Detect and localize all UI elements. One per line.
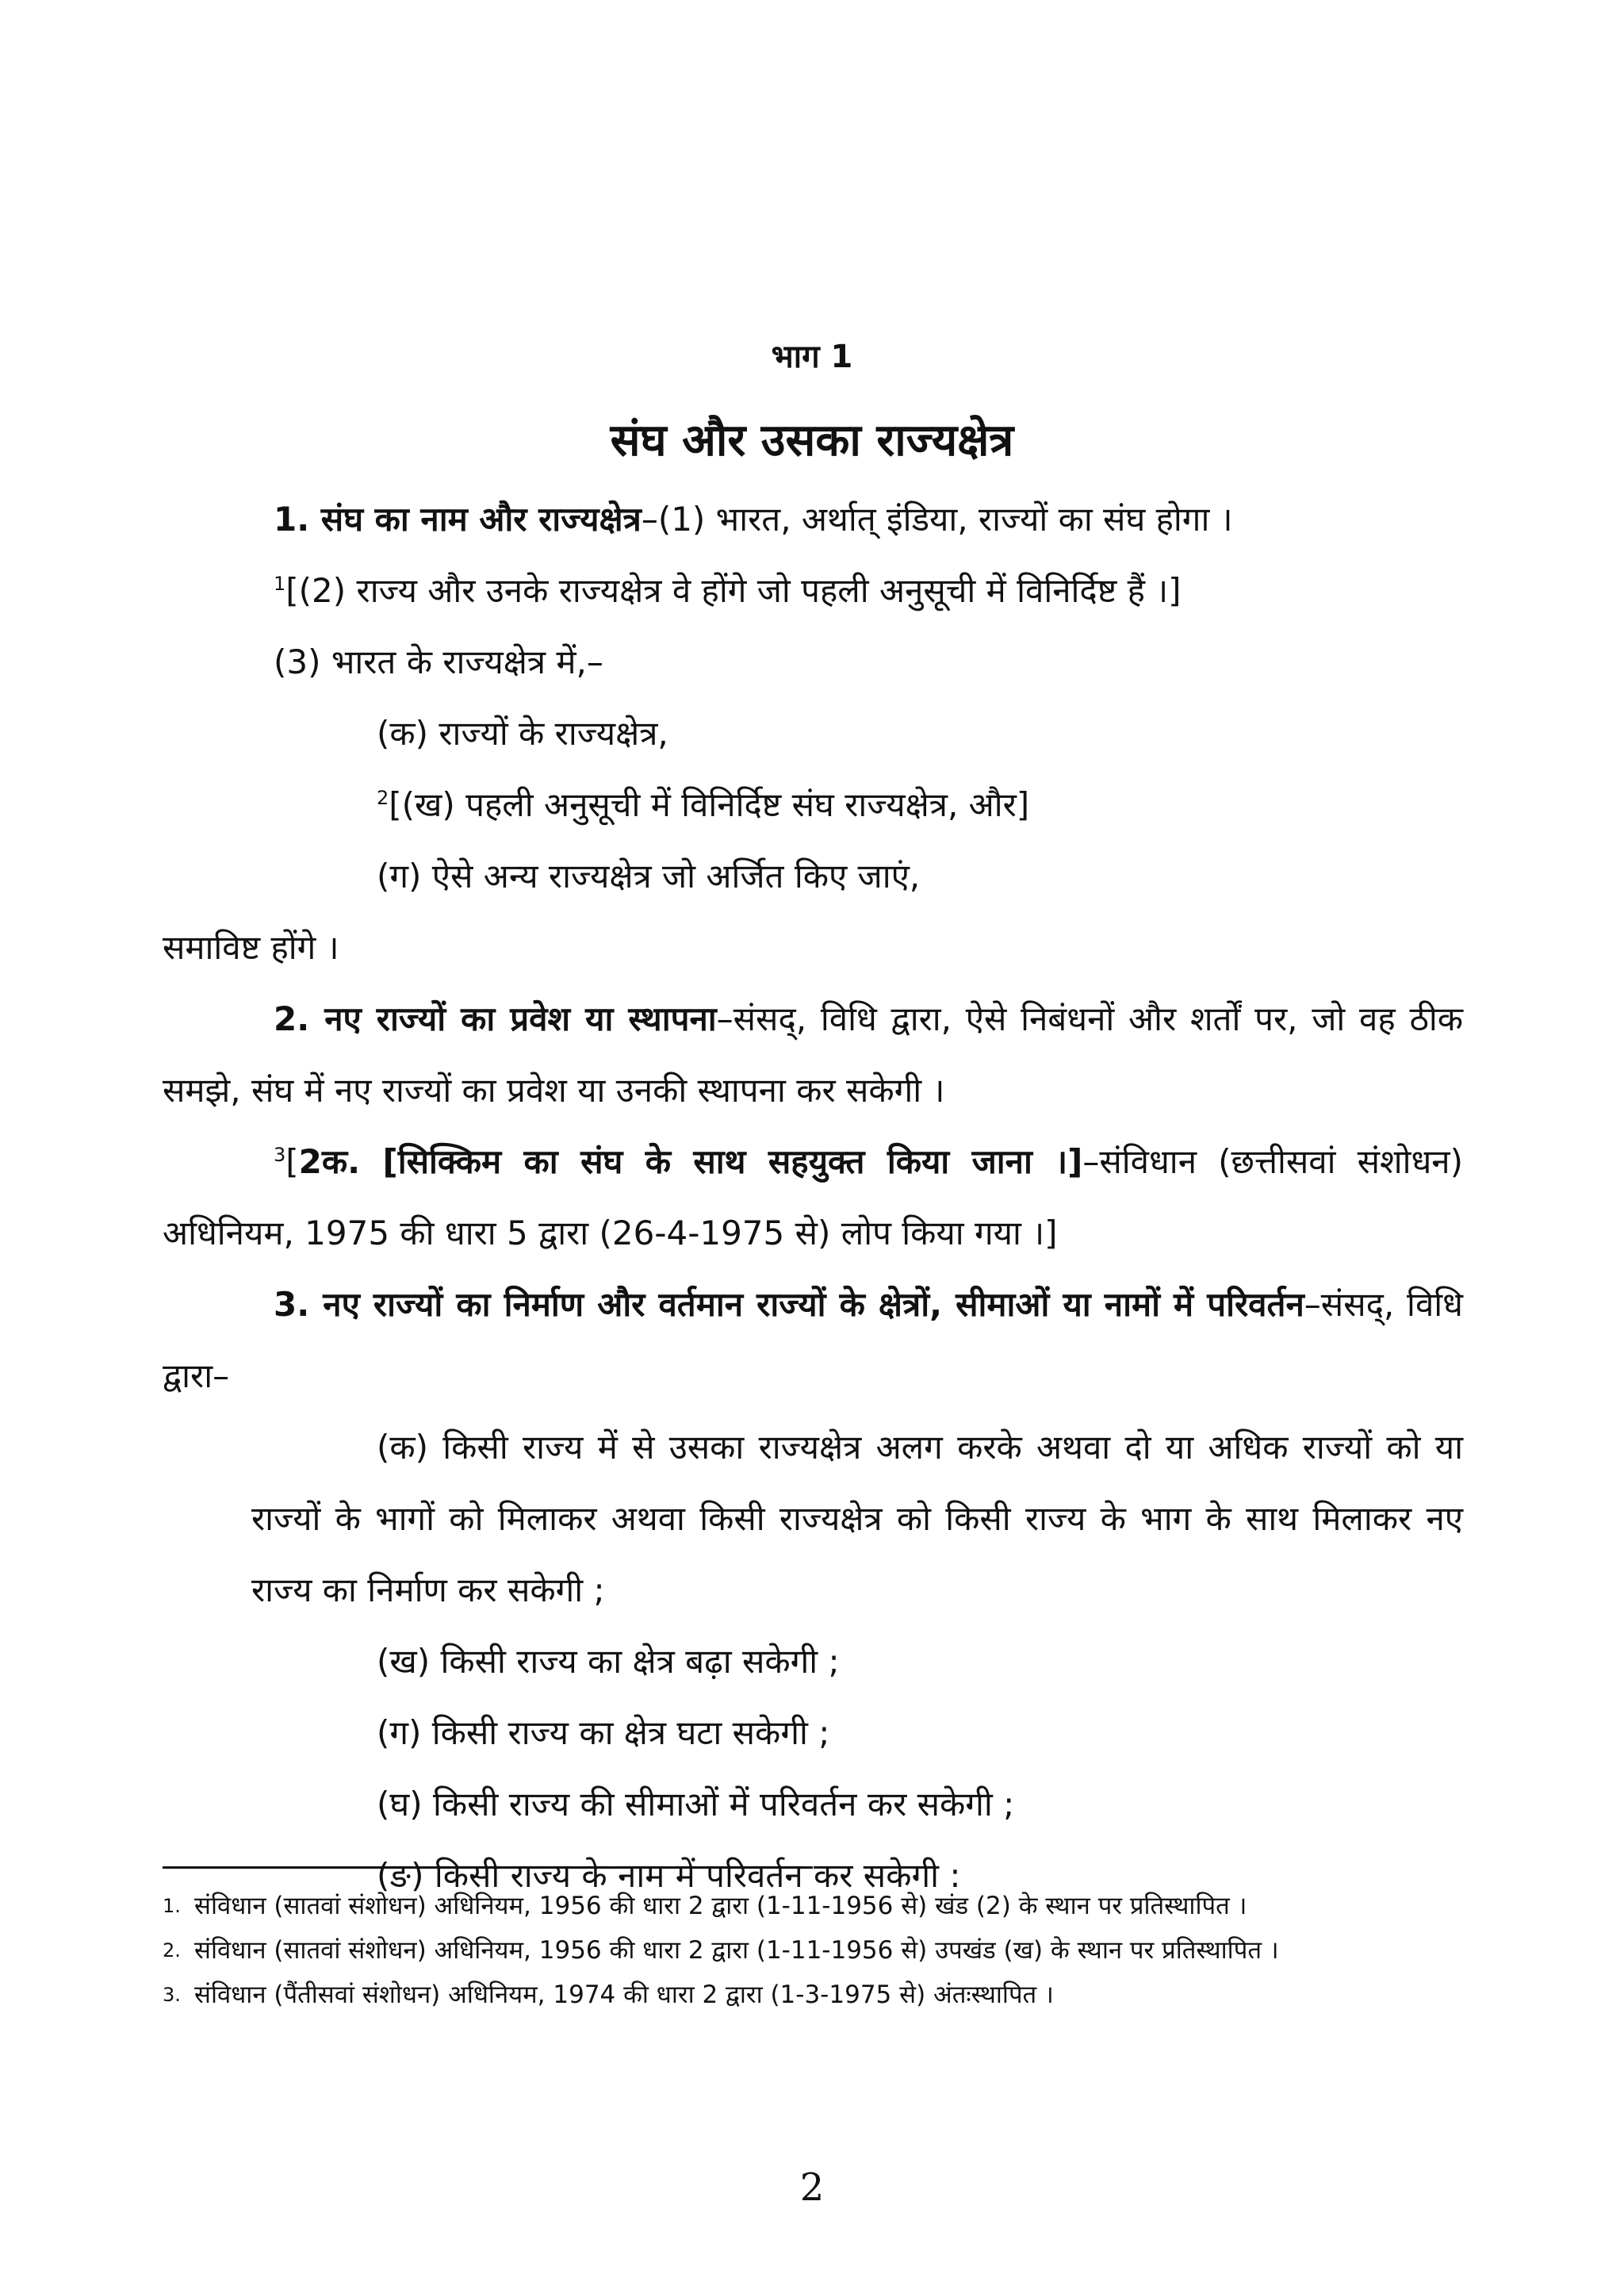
article-1-sub-b [163, 769, 1463, 841]
article-1-clause-3: (3) भारत के राज्यक्षेत्र में,– [274, 642, 603, 681]
footnote-number: 2. [163, 1939, 181, 1961]
footnote-text: संविधान (सातवां संशोधन) अधिनियम, 1956 की धारा 2 द्वारा (1-11-1956 से) खंड (2) के स्थान पर प्रतिस्थापित । [194, 1892, 1247, 1920]
part-title: संघ और उसका राज्यक्षेत्र [610, 415, 1014, 466]
footnote-number: 3. [163, 1984, 181, 2006]
document-body [163, 484, 1463, 1912]
footnote-divider [163, 1866, 813, 1869]
article-1-clause-2 [163, 555, 1463, 627]
article-3-sub-c: (ग) किसी राज्य का क्षेत्र घटा सकेगी ; [377, 1713, 830, 1752]
footnote-ref-3: 3 [274, 1144, 286, 1166]
article-3-intro: –संसद्, विधि द्वारा– [163, 1285, 1463, 1395]
article-1-sub-a: (क) राज्यों के राज्यक्षेत्र, [377, 714, 668, 753]
article-2a-open-bracket: [ [285, 1142, 299, 1181]
footnote-1 [163, 1884, 1463, 1928]
article-1-clause-2-text: [(2) राज्य और उनके राज्यक्षेत्र वे होंगे जो पहली अनुसूची में विनिर्दिष्ट हैं ।] [285, 571, 1182, 610]
footnote-2 [163, 1928, 1463, 1973]
article-3-sub-d: (घ) किसी राज्य की सीमाओं में परिवर्तन कर सकेगी ; [377, 1785, 1015, 1823]
article-3 [163, 1269, 1463, 1412]
article-2a [163, 1126, 1463, 1269]
footnote-ref-1: 1 [274, 573, 286, 595]
article-3-sub-e: (ङ) किसी राज्य के नाम में परिवर्तन कर सकेगी : [377, 1856, 961, 1895]
article-1-clause-1: –(1) भारत, अर्थात् इंडिया, राज्यों का संघ होगा । [641, 500, 1233, 539]
footnote-ref-2: 2 [377, 787, 389, 809]
footnote-text: संविधान (सातवां संशोधन) अधिनियम, 1956 की धारा 2 द्वारा (1-11-1956 से) उपखंड (ख) के स्थान पर प्रतिस्थापित । [194, 1936, 1279, 1965]
footnote-text: संविधान (पैंतीसवां संशोधन) अधिनियम, 1974 की धारा 2 द्वारा (1-3-1975 से) अंतःस्थापित । [194, 1981, 1054, 2009]
article-3-heading: 3. नए राज्यों का निर्माण और वर्तमान राज्यों के क्षेत्रों, सीमाओं या नामों में परिवर्तन [274, 1285, 1304, 1324]
footnote-3 [163, 1973, 1463, 2017]
article-3-sub-a: (क) किसी राज्य में से उसका राज्यक्षेत्र अलग करके अथवा दो या अधिक राज्यों को या राज्यों के भागों को मिलाकर अथवा किसी राज्यक्षेत्र को किसी राज्य के भाग के साथ मिलाकर नए राज्य का निर्माण कर सकेगी ; [251, 1428, 1463, 1609]
article-2-text: –संसद्, विधि द्वारा, ऐसे निबंधनों और शर्तों पर, जो वह ठीक समझे, संघ में नए राज्यों का प्रवेश या उनकी स्थापना कर सकेगी । [163, 999, 1463, 1110]
article-1 [163, 484, 1463, 555]
article-1-sub-b-text: [(ख) पहली अनुसूची में विनिर्दिष्ट संघ राज्यक्षेत्र, और] [389, 785, 1030, 824]
article-1-closing: समाविष्ट होंगे । [163, 928, 339, 967]
article-2 [163, 984, 1463, 1126]
footnote-number: 1. [163, 1895, 181, 1917]
article-3-sub-b: (ख) किसी राज्य का क्षेत्र बढ़ा सकेगी ; [377, 1642, 840, 1681]
article-2-heading: 2. नए राज्यों का प्रवेश या स्थापना [274, 999, 717, 1038]
article-1-heading: 1. संघ का नाम और राज्यक्षेत्र [274, 500, 642, 539]
footnotes [163, 1884, 1463, 2017]
part-label: भाग 1 [771, 339, 853, 375]
page-number: 2 [799, 2165, 825, 2210]
article-2a-text: –संविधान (छत्तीसवां संशोधन) अधिनियम, 1975 की धारा 5 द्वारा (26-4-1975 से) लोप किया गया ।] [163, 1142, 1463, 1252]
article-2a-heading: 2क. [सिक्किम का संघ के साथ सहयुक्त किया जाना ।] [298, 1142, 1083, 1181]
article-1-sub-c: (ग) ऐसे अन्य राज्यक्षेत्र जो अर्जित किए जाएं, [377, 857, 921, 895]
